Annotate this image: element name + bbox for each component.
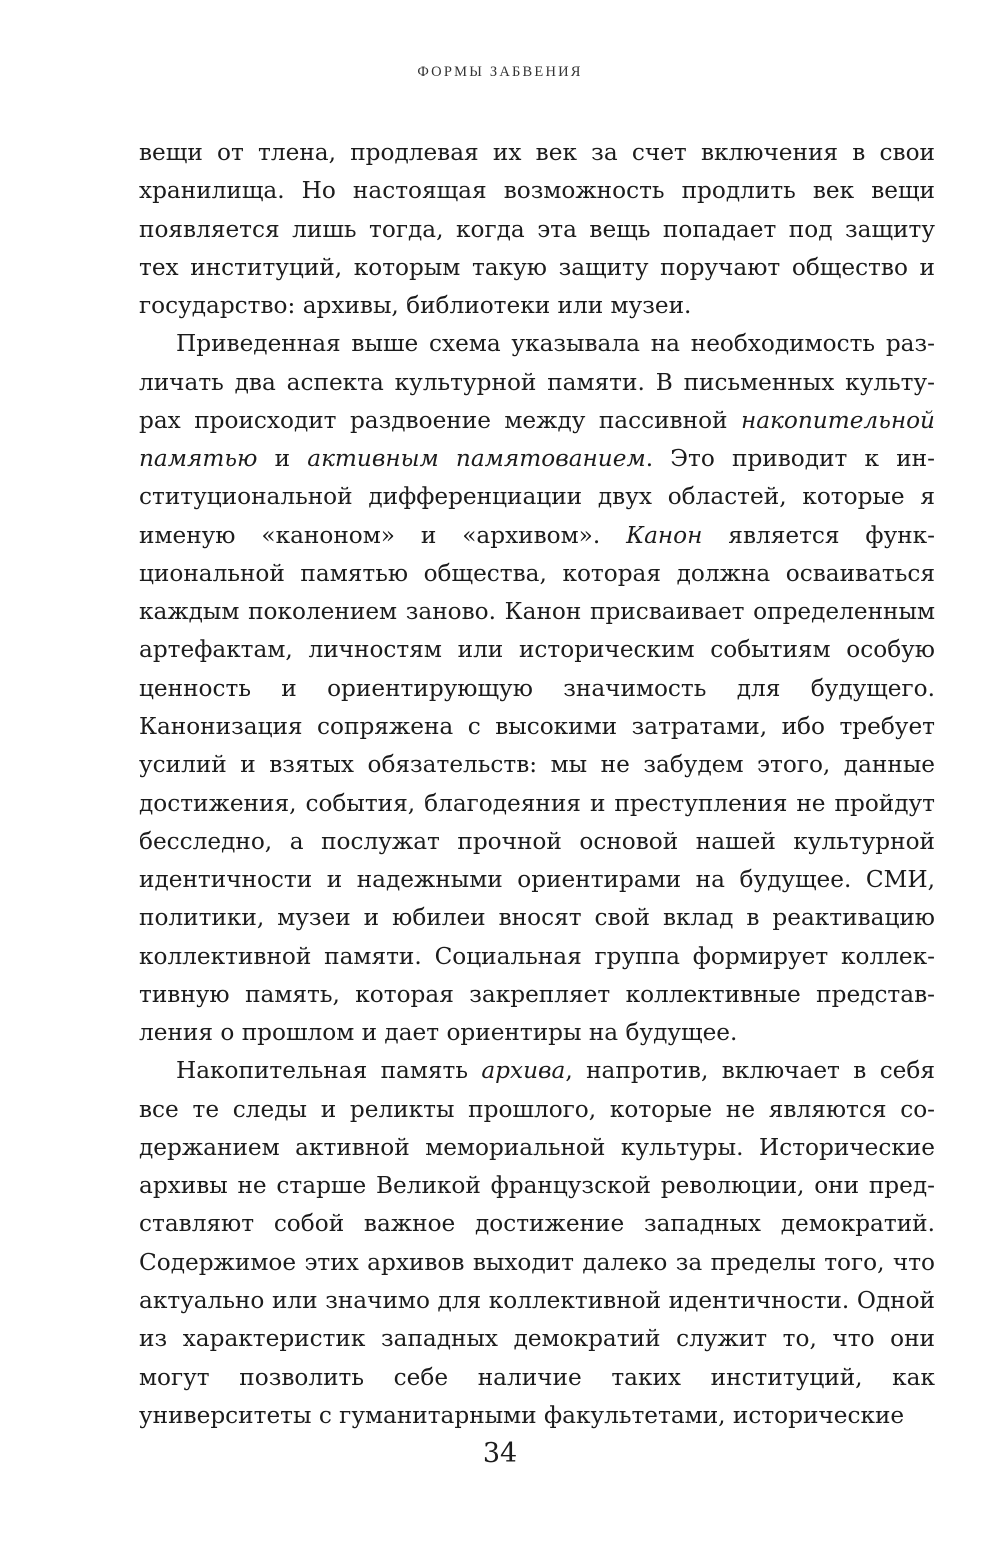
italic-term-active-remembrance: активным памятованием	[307, 445, 646, 473]
paragraph-3-text-2: , напротив, включает в себя все те следы и реликты прошлого, которые не являются содержанием активной мемориальной культуры. Исторические архивы не старше Великой французской революции, они представляют собой важное достижение западных демократий. Содержимое этих архивов выходит далеко за пределы того, что актуально или значимо для коллективной идентичности. Одной из характеристик западных демократий служит то, что они могут позволить себе наличие таких институций, как университеты с гуманитарными факультетами, исторические	[139, 1057, 935, 1429]
paragraph-2-text-4: является функциональной памятью общества, которая должна осваиваться каждым поколением заново. Канон присваивает определенным артефактам, личностям или историческим событиям особую ценность и ориентирующую значимость для будущего. Канонизация сопряжена с высокими затратами, ибо требует усилий и взятых обязательств: мы не забудем этого, данные достижения, события, благодеяния и преступления не пройдут бесследно, а послужат прочной основой нашей культурной идентичности и надежными ориентирами на будущее. СМИ, политики, музеи и юбилеи вносят свой вклад в реактивацию коллективной памяти. Социальная группа формирует коллективную память, которая закрепляет коллективные представления о прошлом и дает ориентиры на будущее.	[139, 521, 936, 1047]
italic-term-canon: Канон	[626, 521, 703, 549]
paragraph-2-text-3: . Это приводит к институциональной дифференциации двух областей, которые я именую «каноном» и «архивом».	[139, 445, 935, 549]
paragraph-3-text-1: Накопительная память	[176, 1057, 482, 1085]
italic-term-archive: архива	[481, 1057, 566, 1085]
paragraph-3	[139, 1052, 935, 1435]
paragraph-2-text-1: Приведенная выше схема указывала на необходимость различать два аспекта культурной памяти. В письменных культурах происходит раздвоение между пассивной	[139, 330, 935, 434]
paragraph-2	[139, 325, 935, 1052]
running-header: ФОРМЫ ЗАБВЕНИЯ	[417, 64, 583, 80]
paragraph-2-text-2: и	[257, 445, 308, 473]
body-text	[139, 134, 935, 1435]
paragraph-1: вещи от тлена, продлевая их век за счет включения в свои хранилища. Но настоящая возможность продлить век вещи появляется лишь тогда, когда эта вещь попадает под защиту тех институций, которым такую защиту поручают общество и государство: архивы, библиотеки или музеи.	[139, 139, 935, 320]
italic-term-accumulative-memory: накопительной памятью	[139, 406, 935, 473]
page-number: 34	[482, 1438, 518, 1469]
